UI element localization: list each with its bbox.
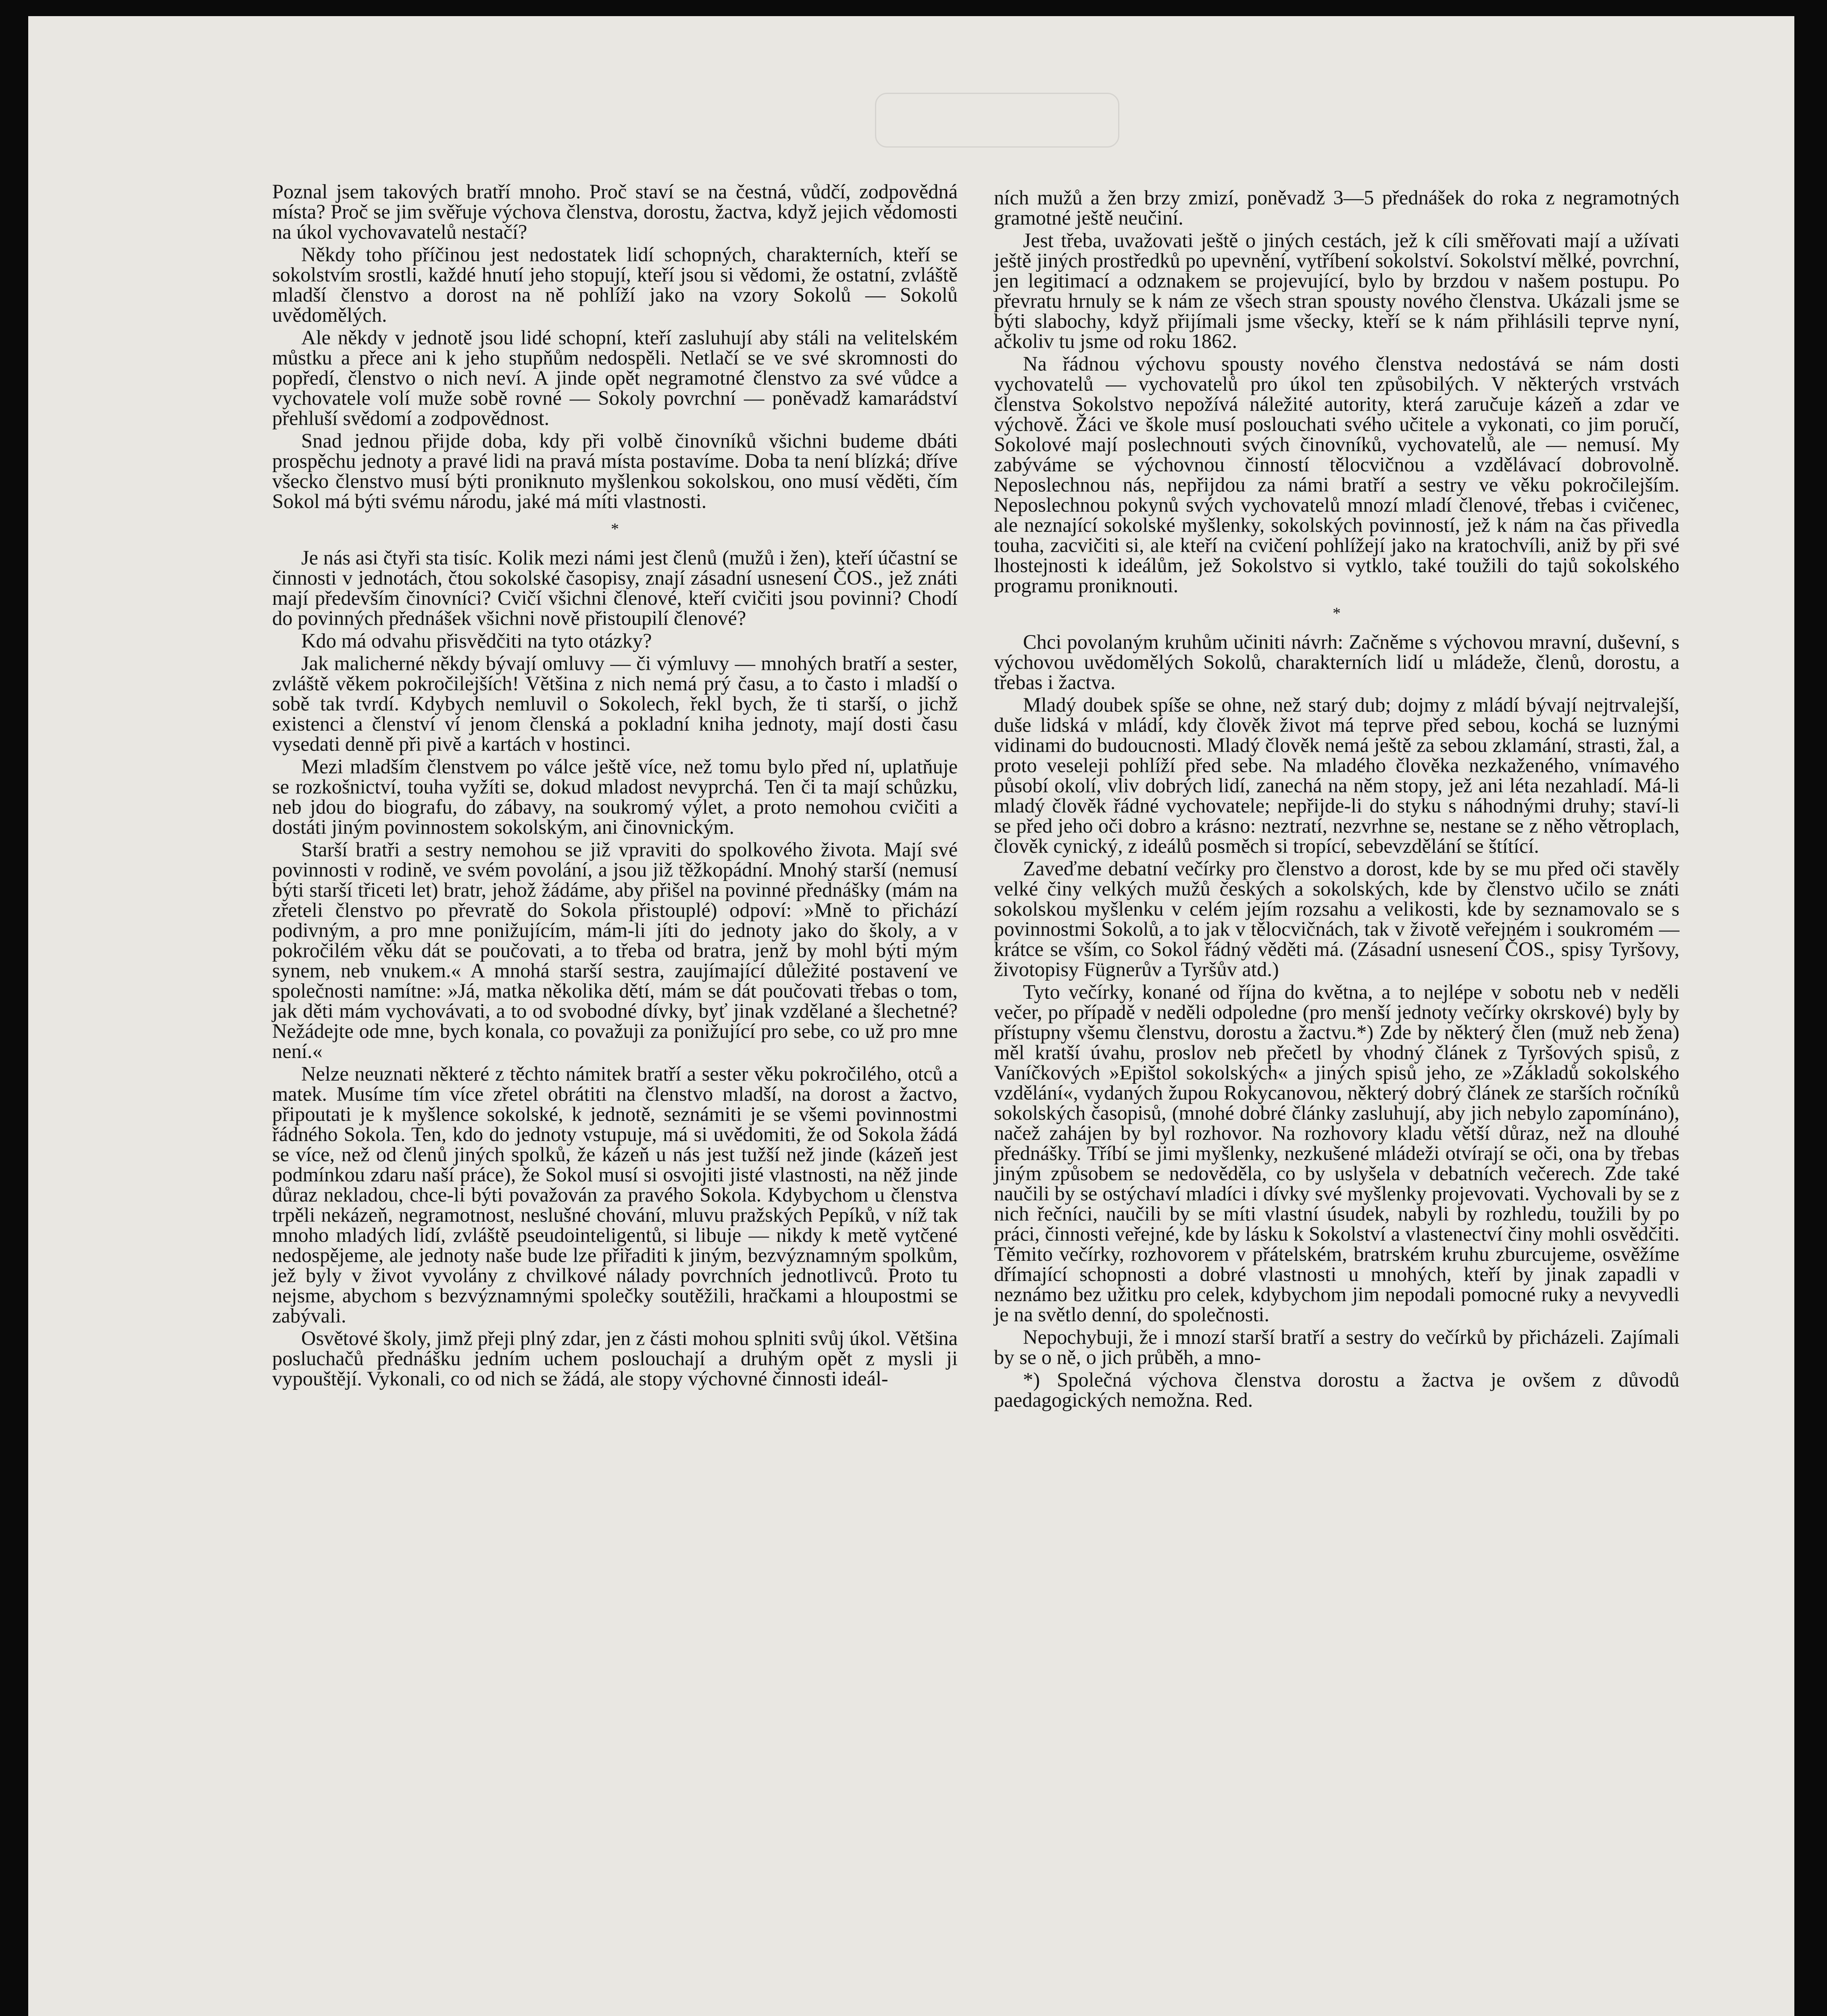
paragraph: Na řádnou výchovu spousty nového členstva nedostává se nám dosti vychovatelů — vychovatelů pro úkol ten způsobilých. V některých vrstvách členstva Sokolstvo nepožívá náležité autority, která zaručuje kázeň a zdar ve výchově. Žáci ve škole musí poslouchati svého učitele a vykonati, co jim poručí, Sokolové mají poslechnouti svých činovníků, vychovatelů, ale — nemusí. My zabýváme se výchovnou činností tělocvičnou a vzdělávací dobrovolně. Neposlechnou nás, nepřijdou za námi bratří a sestry ve věku pokročilejším. Neposlechnou pokynů svých vychovatelů mnozí mladí členové, třebas i cvičenec, ale neznající sokolské myšlenky, sokolských povinností, jež k nám na čas přivedla touha, zacvičiti si, ale kteří na cvičení pohlížejí jako na kratochvíli, aniž by při své lhostejnosti k ideálům, jež Sokolstvo si vytklo, také toužili do tajů sokolského programu proniknouti.: [994, 352, 1679, 597]
paragraph: Starší bratři a sestry nemohou se již vpraviti do spolkového života. Mají své povinnosti v rodině, ve svém povolání, a jsou již těžkopádní. Mnohý starší (nemusí býti starší třiceti let) bratr, jehož žádáme, aby přišel na povinné přednášky (mám na zřeteli členstvo po převratě do Sokola přistouplé) odpoví: »Mně to přichází podivným, a pro mne ponižujícím, mám-li jíti do jednoty jako do školy, a v pokročilém věku dát se poučovati, a to třeba od bratra, jenž by mohl býti mým synem, neb vnukem.« A mnohá starší sestra, zaujímající důležité postavení ve společnosti namítne: »Já, matka několika dětí, mám se dát poučovati třebas o tom, jak děti mám vychovávati, a to od svobodné dívky, byť jinak vzdělané a šlechetné? Nežádejte ode mne, bych konala, co považuji za ponižující pro sebe, co už pro mne není.«: [272, 838, 958, 1062]
footnote: *) Společná výchova členstva dorostu a žactva je ovšem z důvodů paedagogických nemožna. Red.: [994, 1368, 1679, 1411]
paragraph: Snad jednou přijde doba, kdy při volbě činovníků všichni budeme dbáti prospěchu jednoty a pravé lidi na pravá místa postavíme. Doba ta není blízká; dříve všecko členstvo musí býti proniknuto myšlenkou sokolskou, ono musí věděti, čím Sokol má býti svému národu, jaké má míti vlastnosti.: [272, 429, 958, 512]
paragraph: Jak malicherné někdy bývají omluvy — či výmluvy — mnohých bratří a sester, zvláště věkem pokročilejších! Většina z nich nemá prý času, a to často i mladší o sobě tak tvrdí. Kdybych nemluvil o Sokolech, řekl bych, že ti starší, o jichž existenci a členství ví jenom členská a pokladní kniha jednoty, mají dosti času vysedati denně při pivě a kartách v hostinci.: [272, 652, 958, 755]
paragraph: Jest třeba, uvažovati ještě o jiných cestách, jež k cíli směřovati mají a užívati ještě jiných prostředků po upevnění, vytříbení sokolství. Sokolství mělké, povrchní, jen legitimací a odznakem se projevující, bylo by brzdou v našem postupu. Po převratu hrnuly se k nám ze všech stran spousty nového členstva. Ukázali jsme se býti slabochy, když přijímali jsme všecky, kteří se k nám přihlásili teprve nyní, ačkoliv tu jsme od roku 1862.: [994, 229, 1679, 352]
paragraph: Ale někdy v jednotě jsou lidé schopní, kteří zasluhují aby stáli na velitelském můstku a přece ani k jeho stupňům nedospěli. Netlačí se ve své skromnosti do popředí, členstvo o nich neví. A jinde opět negramotné členstvo za své vůdce a vychovatele volí muže sobě rovné — Sokoly povrchní — poněvadž kamarádství přehluší svědomí a zodpovědnost.: [272, 326, 958, 429]
faint-header-mark: [875, 93, 1119, 148]
paragraph: Kdo má odvahu přisvědčiti na tyto otázky?: [301, 629, 652, 652]
left-column: [272, 181, 958, 1391]
paragraph: Nepochybuji, že i mnozí starší bratří a sestry do večírků by přicházeli. Zajímali by se o ně, o jich průběh, a mno-: [994, 1326, 1679, 1368]
section-separator: *: [611, 520, 619, 538]
paragraph: Chci povolaným kruhům učiniti návrh: Začněme s výchovou mravní, duševní, s výchovou uvědomělých Sokolů, charakterních lidí u mládeže, členů, dorostu, a třebas i žactva.: [994, 631, 1679, 694]
paragraph: Tyto večírky, konané od října do května, a to nejlépe v sobotu neb v neděli večer, po případě v neděli odpoledne (pro menší jednoty večírky okrskové) byly by přístupny všemu členstvu, dorostu a žactvu.*) Zde by některý člen (muž neb žena) měl kratší úvahu, proslov neb přečetl by vhodný článek z Tyršových spisů, z Vaníčkových »Epištol sokolských« a jiných spisů jeho, ze »Základů sokolského vzdělání«, vydaných župou Rokycanovou, některý dobrý článek ze starších ročníků sokolských časopisů, (mnohé dobré články zasluhují, aby jich nebylo zapomínáno), načež zahájen by byl rozhovor. Na rozhovory kladu větší důraz, než na dlouhé přednášky. Tříbí se jimi myšlenky, nezkušené mládeži otvírají se oči, ona by třebas jiným způsobem se nedověděla, co by uslyšela v debatních večerech. Zde také naučili by se ostýchaví mladíci i dívky své myšlenky projevovati. Vychovali by se z nich řečníci, naučili by se míti vlastní úsudek, nabyli by rozhledu, toužili by po práci, činnosti veřejné, kde by lásku k Sokolství a vlastenectví činy mohli osvědčiti. Těmito večírky, rozhovorem v přátelském, bratrském kruhu zburcujeme, osvěžíme dřímající schopnosti a dobré vlastnosti u mnohých, kteří by jinak zapadli v neznámo bez užitku pro celek, kdybychom jim nepodali pomocné ruky a nevyvedli je na světlo denní, do společnosti.: [994, 981, 1679, 1326]
paragraph: Nelze neuznati některé z těchto námitek bratří a sester věku pokročilého, otců a matek. Musíme tím více zřetel obrátiti na členstvo mladší, na dorost a žactvo, připoutati je k myšlence sokolské, k jednotě, seznámiti je se všemi povinnostmi řádného Sokola. Ten, kdo do jednoty vstupuje, má si uvědomiti, že od Sokola žádá se více, než od členů jiných spolků, že kázeň u nás jest tužší než jinde (kázeň jest podmínkou zdaru naší práce), že Sokol musí si osvojiti jisté vlastnosti, na něž jinde důraz nekladou, chce-li býti považován za pravého Sokola. Kdybychom u členstva trpěli nekázeň, negramotnost, neslušné chování, mluvu pražských Pepíků, v níž tak mnoho mladých lidí, zvláště pseudointeligentů, si libuje — nikdy k metě vytčené nedospějeme, ale jednoty naše bude lze přiřaditi k jiným, bezvýznamným spolkům, jež byly v život vyvolány z chvilkové nálady povrchních jednotlivců. Proto tu nejsme, abychom s bezvýznamnými společky soutěžili, hračkami a hloupostmi se zabývali.: [272, 1062, 958, 1327]
paragraph: Osvětové školy, jimž přeji plný zdar, jen z části mohou splniti svůj úkol. Většina posluchačů přednášku jedním uchem poslouchají a druhým opět z mysli ji vypouštějí. Vykonali, co od nich se žádá, ale stopy výchovné činnosti ideál-: [272, 1327, 958, 1390]
paragraph: Mladý doubek spíše se ohne, než starý dub; dojmy z mládí bývají nejtrvalejší, duše lidská v mládí, kdy člověk život má teprve před sebou, kochá se luznými vidinami do budoucnosti. Mladý člověk nemá ještě za sebou zklamání, strasti, žal, a proto veseleji pohlíží před sebe. Na mladého člověka nezkaženého, vnímavého působí okolí, vliv dobrých lidí, zanechá na něm stopy, jež ani léta nezahladí. Má-li mladý člověk řádné vychovatele; nepřijde-li do styku s náhodnými druhy; staví-li se před jeho oči dobro a krásno: neztratí, nezvrhne se, nestane se z něho větroplach, člověk cynický, z ideálů posměch si tropící, sebevzdělání se štítící.: [994, 694, 1679, 857]
paragraph: ních mužů a žen brzy zmizí, poněvadž 3—5 přednášek do roka z negramotných gramotné ještě neučiní.: [994, 186, 1679, 229]
magazine-page: [28, 16, 1794, 2016]
paragraph: Zaveďme debatní večírky pro členstvo a dorost, kde by se mu před oči stavěly velké činy velkých mužů českých a sokolských, kde by členstvo učilo se znáti sokolskou myšlenku v celém jejím rozsahu a velikosti, kde by seznamovalo se s povinnostmi Sokolů, a to jak v tělocvičnách, tak v životě veřejném i soukromém — krátce se vším, co Sokol řádný věděti má. (Zásadní usnesení ČOS., spisy Tyršovy, životopisy Fügnerův a Tyršův atd.): [994, 857, 1679, 981]
right-column: [994, 187, 1679, 1412]
paragraph: Je nás asi čtyři sta tisíc. Kolik mezi námi jest členů (mužů i žen), kteří účastní se činnosti v jednotách, čtou sokolské časopisy, znají zásadní usnesení ČOS., jež znáti mají především činovníci? Cvičí všichni členové, kteří cvičiti jsou povinni? Chodí do povinných přednášek všichni nově přistoupilí členové?: [272, 546, 958, 629]
paragraph: Mezi mladším členstvem po válce ještě více, než tomu bylo před ní, uplatňuje se rozkošnictví, touha vyžíti se, dokud mladost nevyprchá. Ten či ta mají schůzku, neb jdou do biografu, do zábavy, na soukromý výlet, a proto nemohou cvičiti a dostáti jiným povinnostem sokolským, ani činovnickým.: [272, 755, 958, 838]
section-separator: *: [1333, 604, 1341, 622]
paragraph: Někdy toho příčinou jest nedostatek lidí schopných, charakterních, kteří se sokolstvím srostli, každé hnutí jeho stopují, kteří jsou si vědomi, že ostatní, zvláště mladší členstvo a dorost na ně pohlíží jako na vzory Sokolů — Sokolů uvědomělých.: [272, 243, 958, 326]
paragraph: Poznal jsem takových bratří mnoho. Proč staví se na čestná, vůdčí, zodpovědná místa? Proč se jim svěřuje výchova členstva, dorostu, žactva, když jejich vědomosti na úkol vychovavatelů nestačí?: [272, 180, 958, 243]
